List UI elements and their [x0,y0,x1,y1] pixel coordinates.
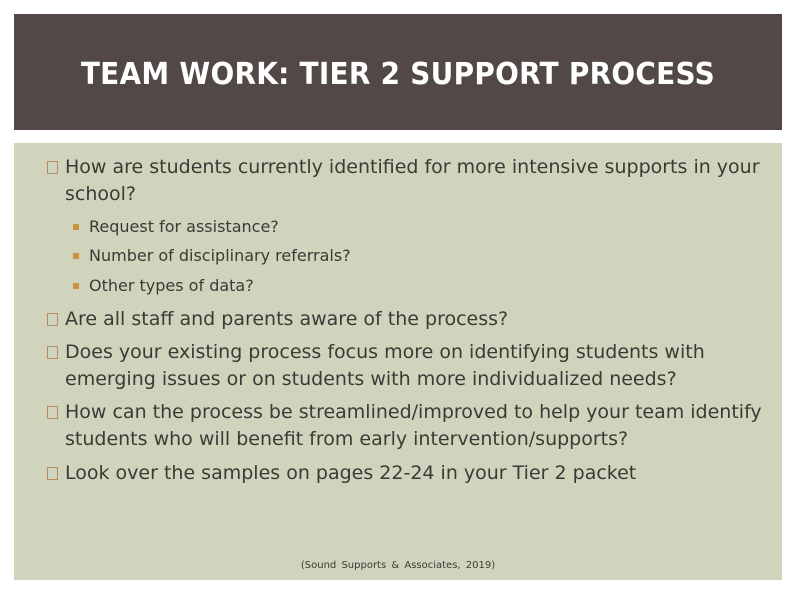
square-bullet-icon [47,161,58,174]
square-sub-bullet-icon [73,283,79,289]
bullet-text: Does your existing process focus more on identifying students with emerging issues or on students with more individualized needs? [65,341,705,390]
square-bullet-icon [47,313,58,326]
square-bullet-icon [47,406,58,419]
bullet-text: How can the process be streamlined/improved to help your team identify students who will benefit from early intervention/supports? [65,401,762,450]
sub-bullet-item [73,275,763,297]
square-sub-bullet-icon [73,253,79,259]
bullet-item [47,460,762,487]
bullet-item [47,339,762,393]
square-sub-bullet-icon [73,224,79,230]
title-bar [14,14,782,130]
sub-bullet-item [73,245,763,267]
sub-bullet-text: Other types of data? [89,276,254,295]
bullet-item [47,154,762,208]
bullet-text: How are students currently identified for more intensive supports in your school? [65,156,760,205]
sub-bullet-item [73,216,763,238]
sub-bullet-text: Request for assistance? [89,217,279,236]
sub-bullet-text: Number of disciplinary referrals? [89,246,351,265]
citation: (Sound Supports & Associates, 2019) [300,560,496,571]
slide-title: TEAM WORK: TIER 2 SUPPORT PROCESS [80,56,716,92]
square-bullet-icon [47,467,58,480]
square-bullet-icon [47,346,58,359]
bullet-item [47,399,762,453]
bullet-item [47,306,762,333]
bullet-text: Look over the samples on pages 22-24 in your Tier 2 packet [65,462,637,484]
bullet-text: Are all staff and parents aware of the process? [65,308,509,330]
content-panel [14,143,782,580]
